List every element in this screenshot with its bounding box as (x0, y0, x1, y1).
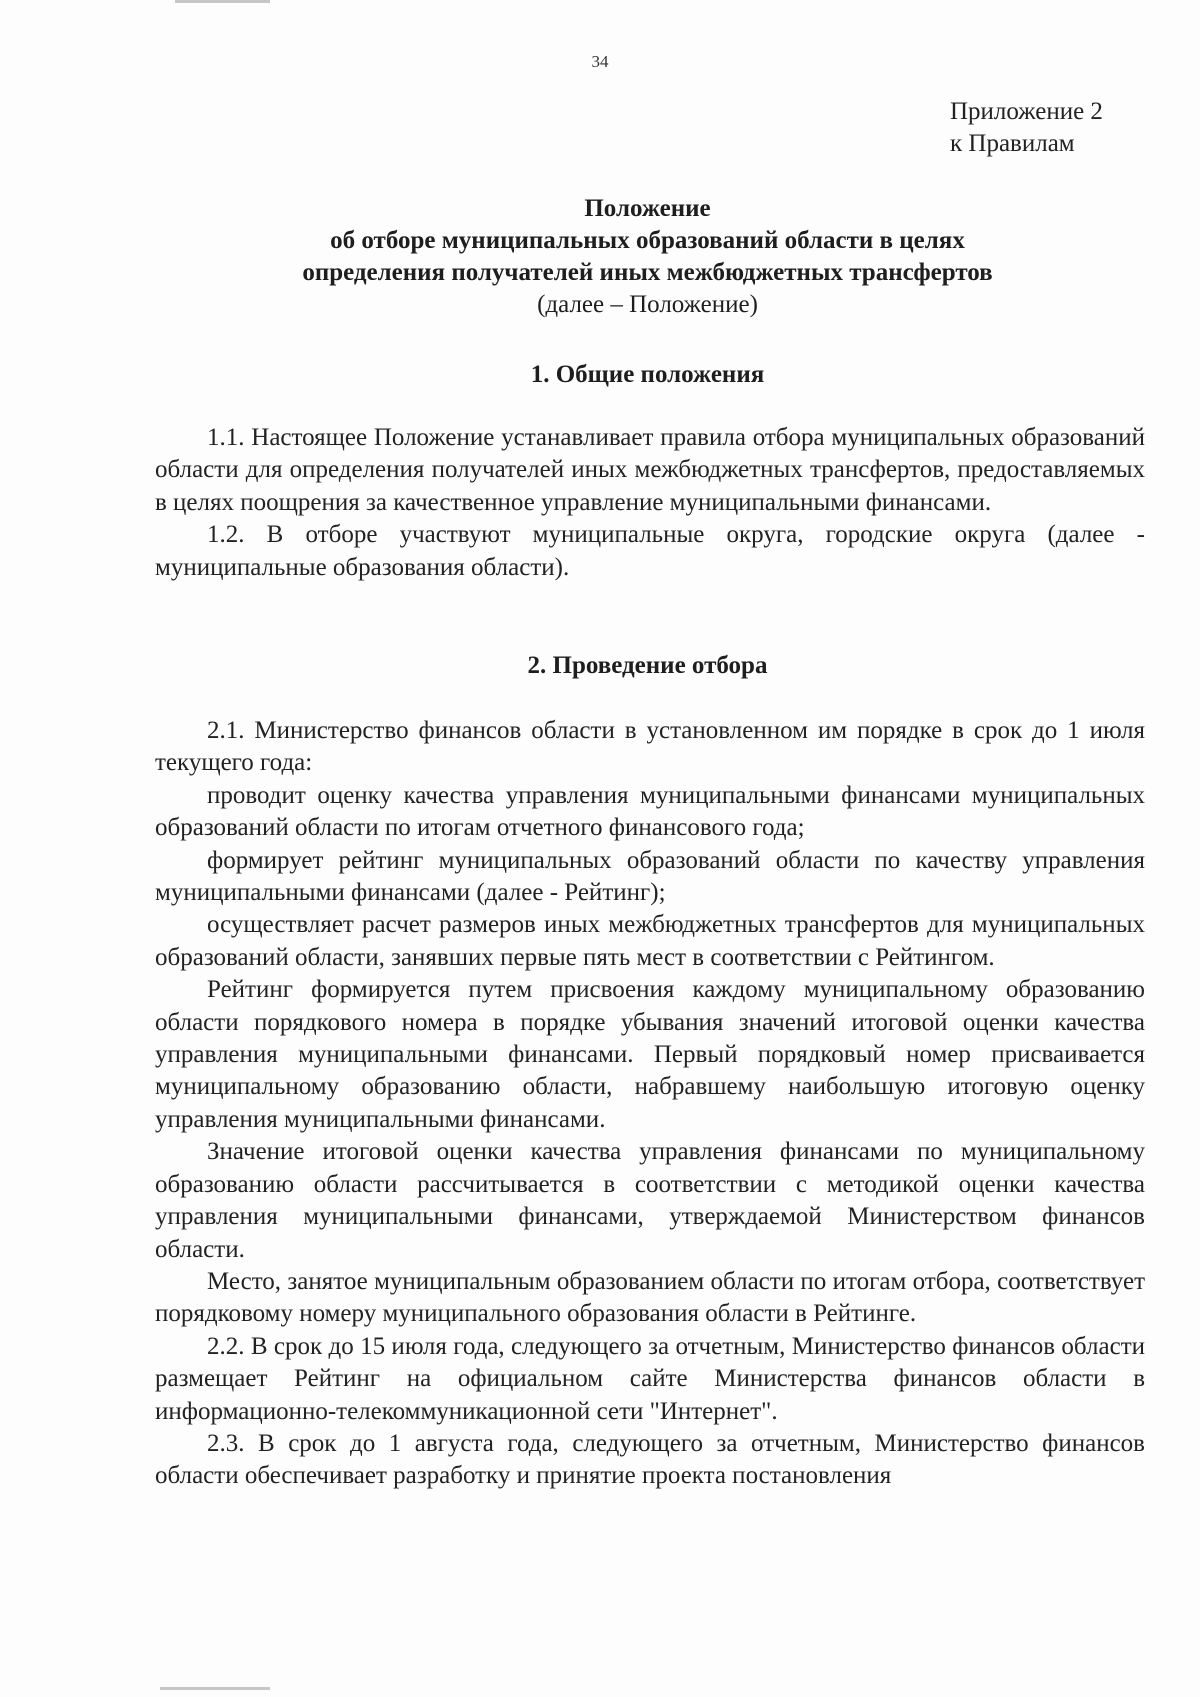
appendix-line-2: к Правилам (950, 130, 1075, 157)
section-2-body (155, 715, 1145, 1493)
paragraph-2-1-b: формирует рейтинг муниципальных образований области по качеству управления муниципальными финансами (далее - Рейтинг); (155, 846, 1145, 907)
paragraph-2-1-c: осуществляет расчет размеров иных межбюджетных трансфертов для муниципальных образований области, занявших первые пять мест в соответствии с Рейтингом. (155, 911, 1145, 971)
title-line-3: определения получателей иных межбюджетных трансфертов (302, 259, 993, 286)
title-line-1: Положение (584, 195, 711, 222)
section-heading-2: 2. Проведение отбора (527, 652, 768, 679)
appendix-reference (950, 96, 1103, 160)
title-line-4: (далее – Положение) (537, 291, 758, 318)
paragraph-1-2: 1.2. В отборе участвуют муниципальные округа, городские округа (далее - муниципальные образования области). (155, 521, 1145, 581)
scan-artifact-bottom (160, 1687, 270, 1690)
paragraph-2-1: 2.1. Министерство финансов области в установленном им порядке в срок до 1 июля текущего года: (155, 717, 1145, 777)
scan-artifact-top (175, 0, 270, 3)
paragraph-rating-formation: Рейтинг формируется путем присвоения каждому муниципальному образованию области порядкового номера в порядке убывания значений итоговой оценки качества управления муниципальными финансами. Первый порядковый номер присваивается муниципальному образованию области, набравшему наибольшую итоговую оценку управления муниципальными финансами. (155, 976, 1145, 1133)
paragraph-1-1: 1.1. Настоящее Положение устанавливает правила отбора муниципальных образований области для определения получателей иных межбюджетных трансфертов, предоставляемых в целях поощрения за качественное управление муниципальными финансами. (155, 424, 1145, 516)
paragraph-2-1-a: проводит оценку качества управления муниципальными финансами муниципальных образований области по итогам отчетного финансового года; (155, 781, 1145, 842)
paragraph-rating-place: Место, занятое муниципальным образованием области по итогам отбора, соответствует порядковому номеру муниципального образования области в Рейтинге. (155, 1267, 1145, 1328)
paragraph-2-2: 2.2. В срок до 15 июля года, следующего за отчетным, Министерство финансов области размещает Рейтинг на официальном сайте Министерства финансов области в информационно-телекоммуникационной сети "Интернет". (155, 1332, 1145, 1425)
paragraph-rating-value: Значение итоговой оценки качества управления финансами по муниципальному образованию области рассчитывается в соответствии с методикой оценки качества управления муниципальными финансами, утверждаемой Министерством финансов области. (155, 1138, 1145, 1263)
paragraph-2-3: 2.3. В срок до 1 августа года, следующего за отчетным, Министерство финансов области обеспечивает разработку и принятие проекта постановления (155, 1429, 1145, 1490)
document-title (150, 193, 1145, 321)
appendix-line-1: Приложение 2 (950, 98, 1103, 125)
section-heading-1: 1. Общие положения (530, 361, 765, 388)
title-line-2: об отборе муниципальных образований области в целях (330, 227, 965, 254)
page-number: 34 (591, 52, 609, 71)
section-1-body (155, 422, 1145, 584)
